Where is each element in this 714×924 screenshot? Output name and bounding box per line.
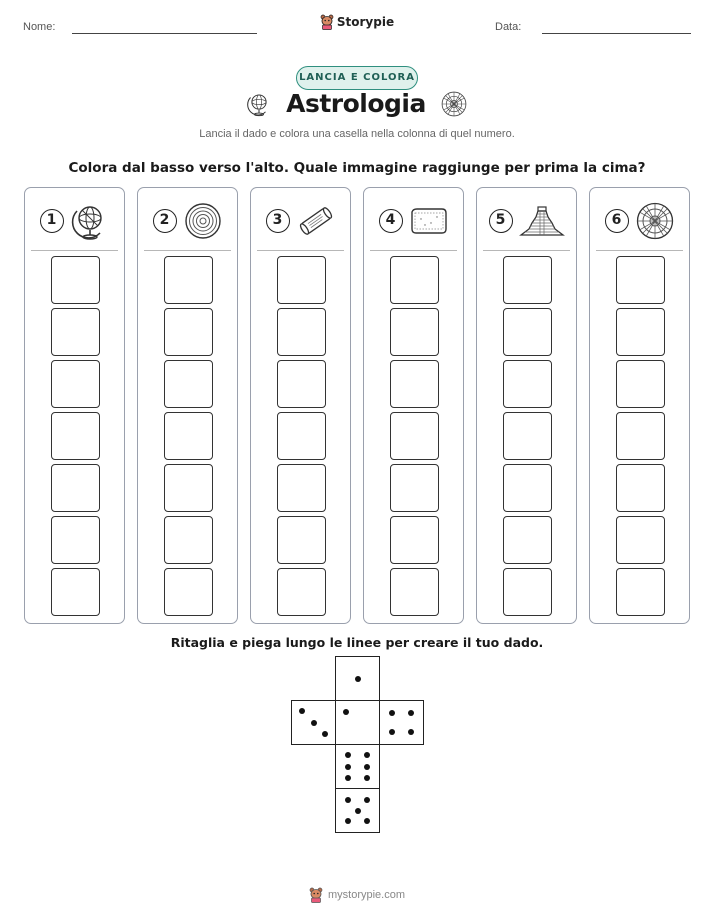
- color-cell[interactable]: [277, 412, 326, 460]
- color-cell[interactable]: [616, 568, 665, 616]
- date-line: [542, 33, 691, 34]
- color-cell[interactable]: [164, 464, 213, 512]
- color-cell[interactable]: [503, 360, 552, 408]
- footer-url: mystorypie.com: [327, 889, 406, 901]
- dice-face-4: [379, 700, 424, 745]
- color-cell[interactable]: [51, 308, 100, 356]
- concentric-circles-icon: [183, 201, 223, 241]
- column-1: [24, 187, 125, 624]
- color-cell[interactable]: [390, 360, 439, 408]
- column-header: [138, 188, 237, 251]
- instruction: Colora dal basso verso l'alto. Quale immagine raggiunge per prima la cima?: [68, 160, 646, 176]
- column-number: 6: [605, 209, 629, 233]
- cell-stack: [616, 256, 665, 616]
- dice-pip: [322, 731, 328, 737]
- dice-face-1: [335, 700, 380, 745]
- title-row: [0, 89, 714, 118]
- column-number: 4: [379, 209, 403, 233]
- dice-pip: [343, 709, 349, 715]
- dice-pip: [364, 775, 370, 781]
- dice-pip: [345, 764, 351, 770]
- column-6: [589, 187, 690, 624]
- color-cell[interactable]: [51, 412, 100, 460]
- color-cell[interactable]: [51, 516, 100, 564]
- color-cell[interactable]: [616, 516, 665, 564]
- brand: [0, 14, 714, 30]
- color-cell[interactable]: [51, 256, 100, 304]
- brand-name: Storypie: [336, 15, 395, 29]
- color-cell[interactable]: [51, 464, 100, 512]
- dice-pip: [299, 708, 305, 714]
- color-cell[interactable]: [277, 256, 326, 304]
- color-cell[interactable]: [277, 516, 326, 564]
- column-number: 5: [489, 209, 513, 233]
- color-cell[interactable]: [616, 360, 665, 408]
- column-divider: [370, 250, 457, 251]
- color-cell[interactable]: [277, 308, 326, 356]
- globe-icon: [246, 90, 272, 118]
- footer: [0, 887, 714, 903]
- column-5: [476, 187, 577, 624]
- dice-pip: [364, 764, 370, 770]
- dice-face-3: [291, 700, 336, 745]
- cell-stack: [503, 256, 552, 616]
- color-cell[interactable]: [616, 308, 665, 356]
- color-cell[interactable]: [390, 308, 439, 356]
- cut-instruction: Ritaglia e piega lungo le linee per creare il tuo dado.: [170, 635, 544, 650]
- name-line: [72, 33, 257, 34]
- dice-pip: [408, 729, 414, 735]
- color-cell[interactable]: [503, 568, 552, 616]
- color-cell[interactable]: [616, 256, 665, 304]
- color-cell[interactable]: [164, 412, 213, 460]
- column-header: [364, 188, 463, 251]
- subtitle: Lancia il dado e colora una casella nella colonna di quel numero.: [199, 128, 515, 140]
- color-cell[interactable]: [164, 516, 213, 564]
- storypie-mascot-icon: [309, 887, 323, 903]
- dice-pip: [364, 752, 370, 758]
- color-cell[interactable]: [51, 568, 100, 616]
- dice-face-6: [335, 744, 380, 789]
- dice-face-1: [335, 656, 380, 701]
- dice-pip: [345, 775, 351, 781]
- cell-stack: [277, 256, 326, 616]
- activity-tag: LANCIA E COLORA: [296, 66, 418, 90]
- storypie-mascot-icon: [320, 14, 334, 30]
- scroll-icon: [296, 201, 336, 241]
- cell-stack: [164, 256, 213, 616]
- date-label: Data:: [495, 21, 522, 33]
- column-header: [251, 188, 350, 251]
- column-number: 3: [266, 209, 290, 233]
- color-cell[interactable]: [616, 464, 665, 512]
- color-cell[interactable]: [503, 516, 552, 564]
- column-header: [25, 188, 124, 251]
- column-header: [590, 188, 689, 251]
- color-cell[interactable]: [164, 256, 213, 304]
- cell-stack: [390, 256, 439, 616]
- color-cell[interactable]: [390, 412, 439, 460]
- column-divider: [596, 250, 683, 251]
- color-cell[interactable]: [390, 464, 439, 512]
- stone-tablet-icon: [409, 201, 449, 241]
- column-4: [363, 187, 464, 624]
- color-cell[interactable]: [164, 360, 213, 408]
- color-cell[interactable]: [51, 360, 100, 408]
- dice-pip: [389, 710, 395, 716]
- color-cell[interactable]: [390, 516, 439, 564]
- zodiac-wheel-icon: [440, 90, 468, 118]
- column-divider: [257, 250, 344, 251]
- column-divider: [144, 250, 231, 251]
- dice-pip: [355, 676, 361, 682]
- dice-pip: [408, 710, 414, 716]
- dice-pip: [364, 818, 370, 824]
- color-cell[interactable]: [390, 256, 439, 304]
- color-cell[interactable]: [503, 308, 552, 356]
- globe-icon: [70, 201, 110, 241]
- dice-pip: [311, 720, 317, 726]
- column-number: 2: [153, 209, 177, 233]
- race-columns: [24, 187, 690, 624]
- dice-face-5: [335, 788, 380, 833]
- name-label: Nome:: [23, 21, 56, 33]
- column-2: [137, 187, 238, 624]
- color-cell[interactable]: [503, 256, 552, 304]
- dice-pip: [345, 797, 351, 803]
- page-title: Astrologia: [286, 89, 426, 118]
- color-cell[interactable]: [164, 308, 213, 356]
- column-divider: [31, 250, 118, 251]
- color-cell[interactable]: [164, 568, 213, 616]
- color-cell[interactable]: [390, 568, 439, 616]
- cell-stack: [51, 256, 100, 616]
- color-cell[interactable]: [503, 464, 552, 512]
- color-cell[interactable]: [616, 412, 665, 460]
- zodiac-wheel-icon: [635, 201, 675, 241]
- color-cell[interactable]: [277, 360, 326, 408]
- pyramid-icon: [519, 201, 565, 241]
- dice-pip: [364, 797, 370, 803]
- dice-pip: [345, 818, 351, 824]
- column-divider: [483, 250, 570, 251]
- column-number: 1: [40, 209, 64, 233]
- dice-pip: [355, 808, 361, 814]
- column-header: [477, 188, 576, 251]
- color-cell[interactable]: [277, 568, 326, 616]
- dice-pip: [389, 729, 395, 735]
- dice-pip: [345, 752, 351, 758]
- color-cell[interactable]: [503, 412, 552, 460]
- color-cell[interactable]: [277, 464, 326, 512]
- column-3: [250, 187, 351, 624]
